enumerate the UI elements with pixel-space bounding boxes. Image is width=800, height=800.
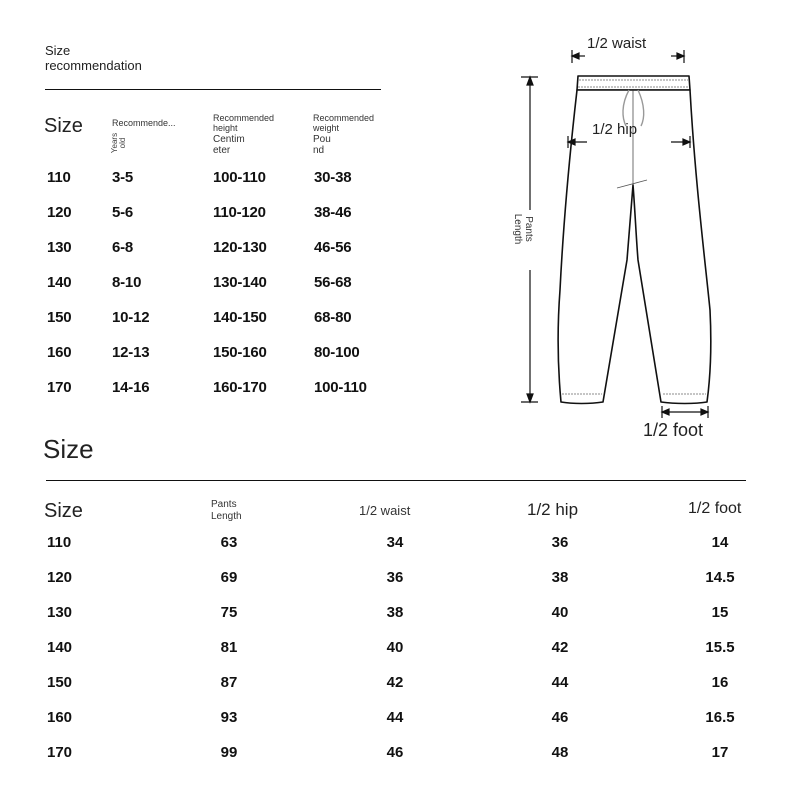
cell-waist: 38 [386, 604, 404, 621]
cell-hip: 42 [551, 639, 569, 656]
cell-age: 14-16 [112, 379, 150, 396]
table-row [0, 639, 800, 659]
cell-age: 6-8 [112, 239, 134, 256]
cell-weight: 38-46 [314, 204, 352, 221]
weight-unit-line1: Pou [313, 134, 331, 145]
pants-length-label [512, 199, 534, 259]
cell-length: 87 [220, 674, 238, 691]
cell-foot: 16.5 [705, 709, 735, 726]
recommendation-title [45, 43, 142, 73]
meas-header-hip: 1/2 hip [527, 500, 579, 519]
meas-header-size: Size [44, 500, 83, 522]
cell-weight: 56-68 [314, 274, 352, 291]
cell-foot: 17 [711, 744, 729, 761]
rec-header-age-unit: Years old [110, 132, 127, 154]
cell-size: 150 [47, 309, 72, 326]
table-row [0, 744, 800, 764]
table-row [0, 309, 420, 329]
cell-weight: 46-56 [314, 239, 352, 256]
table-row [0, 274, 420, 294]
rec-header-height-unit [213, 134, 245, 156]
cell-age: 5-6 [112, 204, 134, 221]
cell-height: 150-160 [213, 344, 267, 361]
cell-size: 160 [47, 344, 72, 361]
cell-waist: 42 [386, 674, 404, 691]
cell-hip: 44 [551, 674, 569, 691]
cell-foot: 15 [711, 604, 729, 621]
table-row [0, 239, 420, 259]
cell-length: 93 [220, 709, 238, 726]
cell-hip: 40 [551, 604, 569, 621]
cell-size: 110 [47, 534, 72, 551]
rec-header-weight-unit [313, 134, 331, 156]
cell-weight: 68-80 [314, 309, 352, 326]
recommendation-title-line1: Size [45, 43, 71, 58]
cell-length: 63 [220, 534, 238, 551]
table-row [0, 534, 800, 554]
cell-waist: 34 [386, 534, 404, 551]
cell-foot: 16 [711, 674, 729, 691]
cell-hip: 38 [551, 569, 569, 586]
cell-hip: 36 [551, 534, 569, 551]
table-row [0, 204, 420, 224]
weight-unit-line2: nd [313, 145, 325, 156]
rec-header-size: Size [44, 115, 83, 137]
cell-waist: 36 [386, 569, 404, 586]
cell-age: 10-12 [112, 309, 150, 326]
table-row [0, 709, 800, 729]
cell-length: 81 [220, 639, 238, 656]
meas-header-foot: 1/2 foot [688, 500, 742, 517]
cell-size: 160 [47, 709, 73, 726]
cell-size: 170 [47, 379, 72, 396]
cell-length: 69 [220, 569, 238, 586]
foot-label: 1/2 foot [643, 420, 704, 440]
hip-label: 1/2 hip [592, 121, 638, 138]
cell-height: 160-170 [213, 379, 267, 396]
cell-waist: 46 [386, 744, 404, 761]
recommendation-title-line2: recommendation [45, 58, 142, 73]
cell-height: 120-130 [213, 239, 267, 256]
pants-length-line1: Pants [523, 216, 534, 242]
length-header-line2: Length [211, 511, 242, 522]
cell-weight: 100-110 [314, 379, 367, 396]
cell-size: 130 [47, 604, 73, 621]
cell-size: 120 [47, 569, 73, 586]
rec-header-weight: Recommended weight [313, 113, 375, 133]
table-row [0, 344, 420, 364]
height-unit-line1: Centim [213, 134, 245, 145]
meas-header-length [211, 499, 242, 523]
measurements-title: Size [43, 434, 94, 464]
rec-header-age: Recommende... [112, 118, 176, 128]
cell-age: 3-5 [112, 169, 134, 186]
waist-label: 1/2 waist [587, 35, 647, 52]
table-row [0, 379, 420, 399]
pants-outline-icon [505, 30, 745, 450]
table-row [0, 604, 800, 624]
pants-length-line2: Length [512, 213, 523, 245]
measurements-divider [46, 480, 746, 481]
cell-size: 170 [47, 744, 73, 761]
cell-height: 130-140 [213, 274, 267, 291]
cell-size: 140 [47, 639, 73, 656]
cell-height: 110-120 [213, 204, 266, 221]
cell-weight: 80-100 [314, 344, 360, 361]
cell-foot: 14.5 [705, 569, 735, 586]
cell-size: 130 [47, 239, 72, 256]
cell-size: 150 [47, 674, 73, 691]
rec-header-height: Recommended height [213, 113, 275, 133]
cell-weight: 30-38 [314, 169, 352, 186]
cell-age: 8-10 [112, 274, 142, 291]
cell-waist: 40 [386, 639, 404, 656]
cell-foot: 14 [711, 534, 729, 551]
cell-age: 12-13 [112, 344, 150, 361]
table-row [0, 569, 800, 589]
height-unit-line2: eter [213, 145, 231, 156]
cell-length: 75 [220, 604, 238, 621]
cell-foot: 15.5 [705, 639, 735, 656]
cell-hip: 46 [551, 709, 569, 726]
cell-height: 100-110 [213, 169, 266, 186]
pants-diagram [505, 30, 745, 450]
cell-waist: 44 [386, 709, 404, 726]
meas-header-waist: 1/2 waist [359, 503, 411, 518]
cell-hip: 48 [551, 744, 569, 761]
length-header-line1: Pants [211, 499, 237, 510]
cell-length: 99 [220, 744, 238, 761]
cell-size: 140 [47, 274, 72, 291]
cell-size: 110 [47, 169, 71, 186]
cell-size: 120 [47, 204, 72, 221]
table-row [0, 674, 800, 694]
recommendation-divider [45, 89, 381, 90]
table-row [0, 169, 420, 189]
cell-height: 140-150 [213, 309, 267, 326]
